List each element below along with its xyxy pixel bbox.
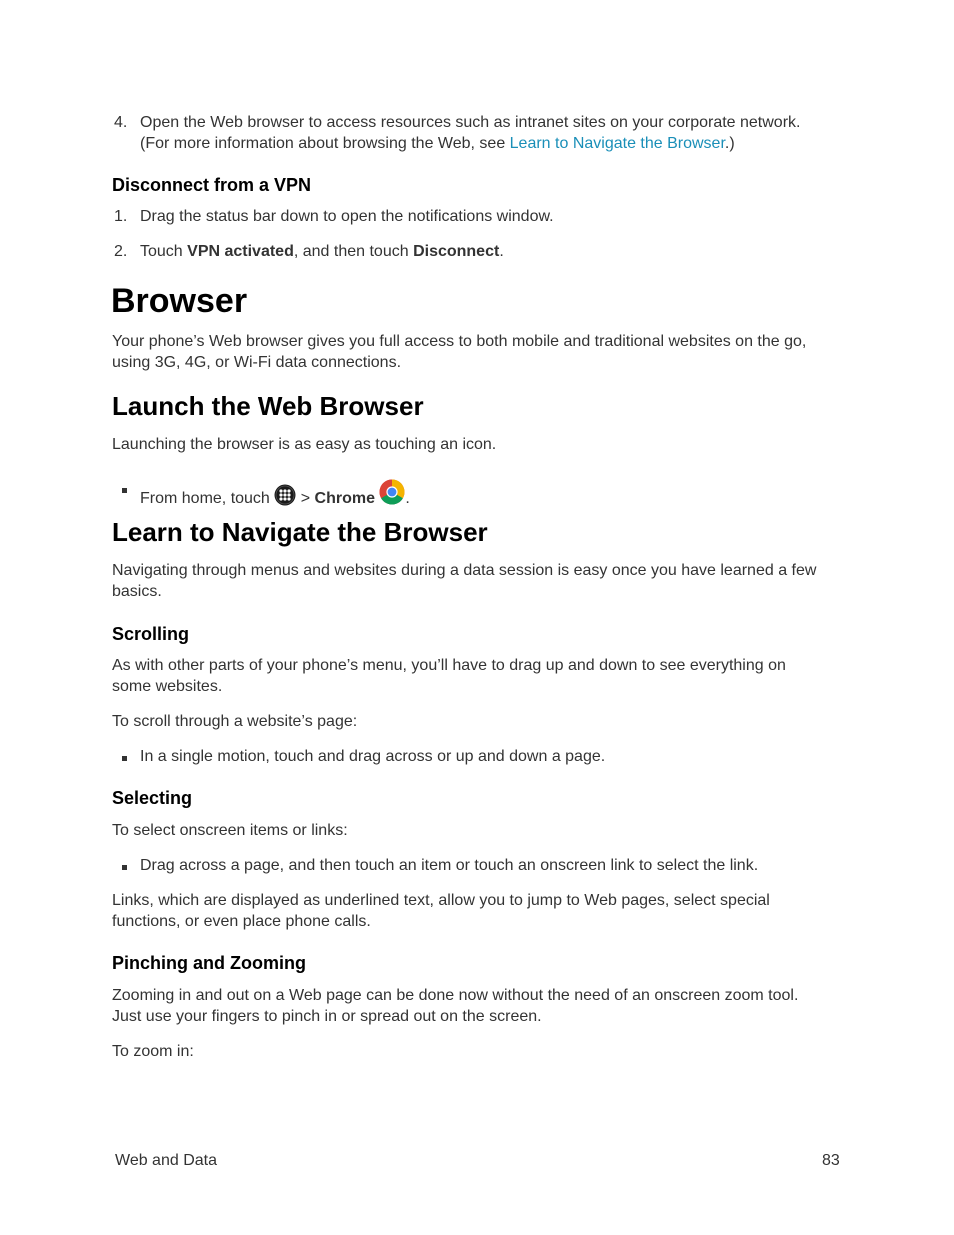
links-line2: functions, or even place phone calls. [112, 913, 371, 930]
footer-section: Web and Data [115, 1152, 217, 1169]
pinching-heading: Pinching and Zooming [112, 953, 306, 973]
browser-intro [112, 331, 842, 373]
zoom-in-intro: To zoom in: [112, 1043, 194, 1060]
chrome-icon [379, 479, 405, 511]
disconnect-vpn-heading: Disconnect from a VPN [112, 175, 312, 195]
selecting-heading: Selecting [112, 788, 193, 808]
launch-bullet-pre: From home, touch [140, 490, 275, 507]
disconnect-step-1: Drag the status bar down to open the notifications window. [140, 208, 554, 225]
step-4-text [140, 112, 840, 154]
pinching-text [112, 985, 842, 1027]
navigate-text [112, 560, 842, 602]
scrolling-heading: Scrolling [112, 624, 190, 644]
launch-text: Launching the browser is as easy as touching an icon. [112, 436, 497, 453]
scrolling-bullet: In a single motion, touch and drag across or up and down a page. [140, 748, 606, 765]
step-4-line2 [140, 133, 840, 154]
step-number: 2. [114, 243, 128, 260]
pinching-line2: Just use your fingers to pinch in or spread out on the screen. [112, 1008, 542, 1025]
bullet-marker [122, 756, 127, 761]
navigate-heading: Learn to Navigate the Browser [112, 517, 488, 547]
step-number: 1. [114, 208, 128, 225]
step-2-pre: Touch [140, 243, 188, 260]
links-paragraph [112, 890, 842, 932]
launch-heading: Launch the Web Browser [112, 391, 424, 421]
step-4-line2-pre: (For more information about browsing the Web, see [140, 135, 510, 152]
links-line1: Links, which are displayed as underlined text, allow you to jump to Web pages, select special [112, 892, 770, 909]
page-number: 83 [822, 1152, 840, 1169]
scrolling-intro: To scroll through a website’s page: [112, 713, 358, 730]
disconnect-label: Disconnect [413, 243, 500, 260]
disconnect-step-2 [140, 241, 840, 262]
bullet-marker [122, 488, 127, 493]
apps-grid-icon [274, 484, 296, 512]
selecting-bullet: Drag across a page, and then touch an item or touch an onscreen link to select the link. [140, 857, 759, 874]
selecting-intro: To select onscreen items or links: [112, 822, 348, 839]
scrolling-line1: As with other parts of your phone’s menu, you’ll have to drag up and down to see everything on [112, 657, 786, 674]
launch-bullet-sep: > [296, 490, 315, 507]
browser-title: Browser [111, 282, 248, 320]
browser-intro-line2: using 3G, 4G, or Wi-Fi data connections. [112, 354, 402, 371]
vpn-activated-label: VPN activated [187, 243, 294, 260]
step-number: 4. [114, 114, 128, 131]
browser-intro-line1: Your phone’s Web browser gives you full access to both mobile and traditional websites on the go, [112, 333, 807, 350]
step-4-line2-post: .) [724, 135, 735, 152]
bullet-marker [122, 865, 127, 870]
chrome-label: Chrome [314, 490, 375, 507]
step-4-line1: Open the Web browser to access resources such as intranet sites on your corporate network. [140, 114, 801, 131]
navigate-line2: basics. [112, 583, 162, 600]
launch-bullet-post: . [405, 490, 410, 507]
navigate-line1: Navigating through menus and websites during a data session is easy once you have learned a few [112, 562, 817, 579]
pinching-line1: Zooming in and out on a Web page can be done now without the need of an onscreen zoom tool. [112, 987, 799, 1004]
step-2-mid: , and then touch [293, 243, 414, 260]
scrolling-line2: some websites. [112, 678, 223, 695]
navigate-browser-link[interactable]: Learn to Navigate the Browser [509, 135, 725, 152]
scrolling-text [112, 655, 842, 697]
launch-bullet [140, 479, 840, 512]
step-2-post: . [499, 243, 504, 260]
